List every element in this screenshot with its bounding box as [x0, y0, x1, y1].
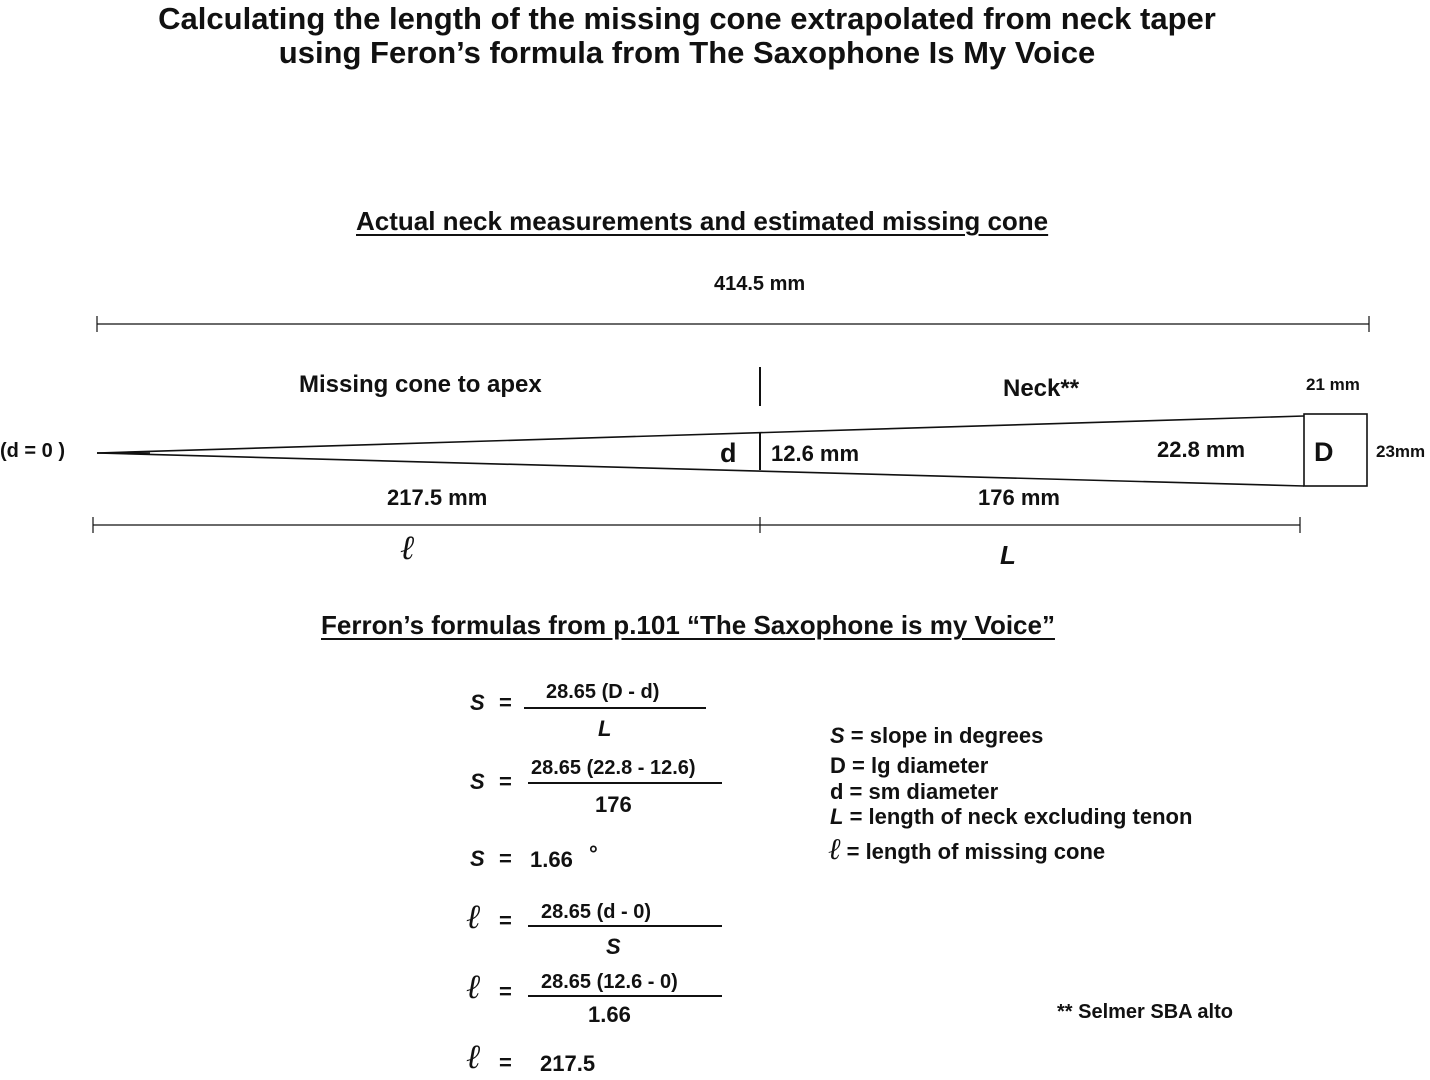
f3-lhs: S	[470, 846, 485, 871]
f5-lhs: ℓ	[466, 967, 481, 1007]
missing-cone-length: 217.5 mm	[387, 485, 488, 510]
apex-label: (d = 0 )	[0, 440, 66, 462]
f3-degree-unit: °	[589, 841, 598, 866]
f1-denominator: L	[598, 716, 612, 741]
legend-large-diameter: D = lg diameter	[830, 753, 989, 778]
footnote: ** Selmer SBA alto	[1057, 1001, 1233, 1023]
large-diameter-letter: D	[1314, 437, 1334, 467]
small-diameter-letter: d	[720, 438, 737, 468]
neck-length: 176 mm	[978, 485, 1060, 510]
page-title-line-2: using Feron’s formula from The Saxophone Is My Voice	[278, 35, 1096, 70]
f6-equals: =	[499, 1050, 512, 1075]
f2-numerator: 28.65 (22.8 - 12.6)	[531, 757, 696, 779]
missing-cone-symbol: ℓ	[400, 528, 415, 568]
f2-denominator: 176	[595, 792, 632, 817]
f4-numerator: 28.65 (d - 0)	[541, 901, 652, 923]
cone-top-edge	[97, 416, 1304, 453]
diagram-heading: Actual neck measurements and estimated missing cone	[356, 206, 1049, 236]
f5-denominator: 1.66	[588, 1002, 631, 1027]
tenon-inner-diameter: 21 mm	[1306, 375, 1360, 394]
legend-missing-cone	[828, 832, 1105, 867]
total-length-label: 414.5 mm	[714, 273, 806, 295]
neck-length-symbol: L	[1000, 540, 1016, 570]
f1-lhs: S	[470, 690, 485, 715]
large-diameter-value: 22.8 mm	[1157, 437, 1246, 462]
formulas-heading: Ferron’s formulas from p.101 “The Saxophone is my Voice”	[321, 610, 1055, 640]
neck-label: Neck**	[1003, 375, 1080, 402]
f2-equals: =	[499, 769, 512, 794]
f4-lhs: ℓ	[466, 897, 481, 937]
f3-value: 1.66	[530, 847, 573, 872]
legend-slope-symbol: S	[830, 723, 845, 748]
legend-missing-cone-symbol: ℓ	[828, 832, 841, 867]
f1-equals: =	[499, 690, 512, 715]
legend-small-diameter: d = sm diameter	[830, 779, 999, 804]
f6-lhs: ℓ	[466, 1037, 481, 1077]
legend-neck-length-symbol: L	[830, 804, 844, 829]
legend-neck-length	[830, 804, 1192, 830]
f2-lhs: S	[470, 769, 485, 794]
missing-cone-label: Missing cone to apex	[299, 371, 542, 398]
f3-equals: =	[499, 846, 512, 871]
f1-numerator: 28.65 (D - d)	[546, 681, 660, 703]
legend-neck-length-text: = length of neck excluding tenon	[843, 804, 1193, 829]
f4-equals: =	[499, 908, 512, 933]
f5-equals: =	[499, 979, 512, 1004]
f5-numerator: 28.65 (12.6 - 0)	[541, 971, 678, 993]
f6-value: 217.5	[540, 1051, 596, 1076]
f4-denominator: S	[606, 934, 621, 959]
cone-bottom-edge	[97, 453, 1304, 486]
legend-missing-cone-text: = length of missing cone	[840, 839, 1106, 864]
small-diameter-value: 12.6 mm	[771, 441, 860, 466]
legend-slope-text: = slope in degrees	[844, 723, 1044, 748]
legend-slope	[830, 723, 1043, 749]
page-title-line-1: Calculating the length of the missing cone extrapolated from neck taper	[158, 1, 1216, 36]
tenon-outer-diameter: 23mm	[1376, 442, 1426, 461]
